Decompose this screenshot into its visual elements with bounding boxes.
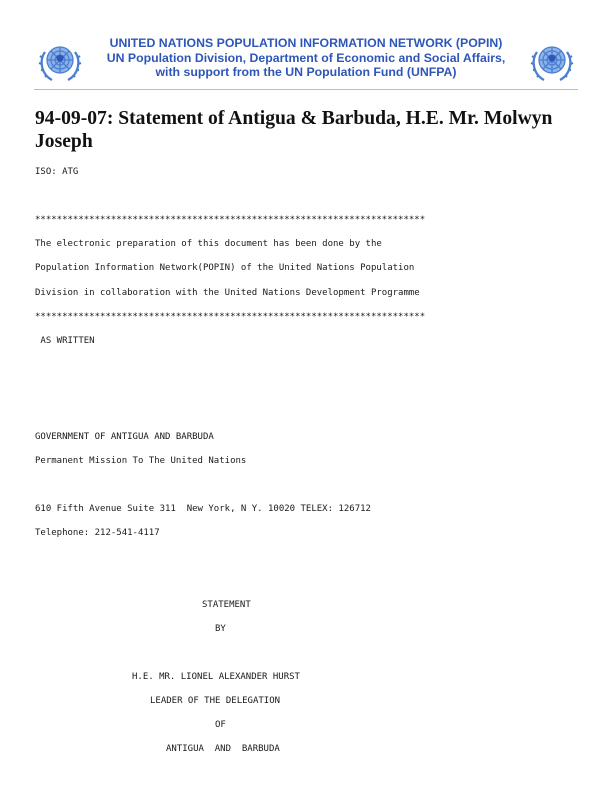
header-divider (34, 89, 578, 90)
separator-stars-top: ************************************************************************ (35, 215, 426, 225)
header-line-3: with support from the UN Population Fund (UNFPA) (155, 65, 457, 80)
speaker-role: LEADER OF THE DELEGATION (150, 696, 281, 706)
intro-line-1: The electronic preparation of this document has been done by the (35, 239, 382, 249)
un-emblem-icon (528, 38, 576, 86)
mission-telephone: Telephone: 212-541-4117 (35, 528, 160, 538)
statement-by: BY (215, 624, 226, 634)
un-emblem-icon (36, 38, 84, 86)
intro-line-3: Division in collaboration with the United Nations Development Programme (35, 288, 420, 298)
speaker-country: ANTIGUA AND BARBUDA (166, 744, 280, 754)
government-heading: GOVERNMENT OF ANTIGUA AND BARBUDA (35, 432, 214, 442)
speaker-name: H.E. MR. LIONEL ALEXANDER HURST (132, 672, 300, 682)
header-line-2: UN Population Division, Department of Economic and Social Affairs, (106, 50, 506, 65)
page-title: 94-09-07: Statement of Antigua & Barbuda, H.E. Mr. Molwyn Joseph (35, 108, 553, 152)
statement-heading: STATEMENT (202, 600, 251, 610)
popin-header (90, 36, 522, 80)
speaker-of: OF (215, 720, 226, 730)
mission-address: 610 Fifth Avenue Suite 311 New York, N Y. 10020 TELEX: 126712 (35, 504, 371, 514)
header-line-1: UNITED NATIONS POPULATION INFORMATION NETWORK (POPIN) (109, 36, 503, 50)
as-written-note: AS WRITTEN (35, 336, 95, 346)
mission-heading: Permanent Mission To The United Nations (35, 456, 247, 466)
intro-line-2: Population Information Network(POPIN) of the United Nations Population (35, 263, 415, 273)
iso-code: ISO: ATG (35, 167, 79, 177)
separator-stars-bottom: ************************************************************************ (35, 312, 426, 322)
